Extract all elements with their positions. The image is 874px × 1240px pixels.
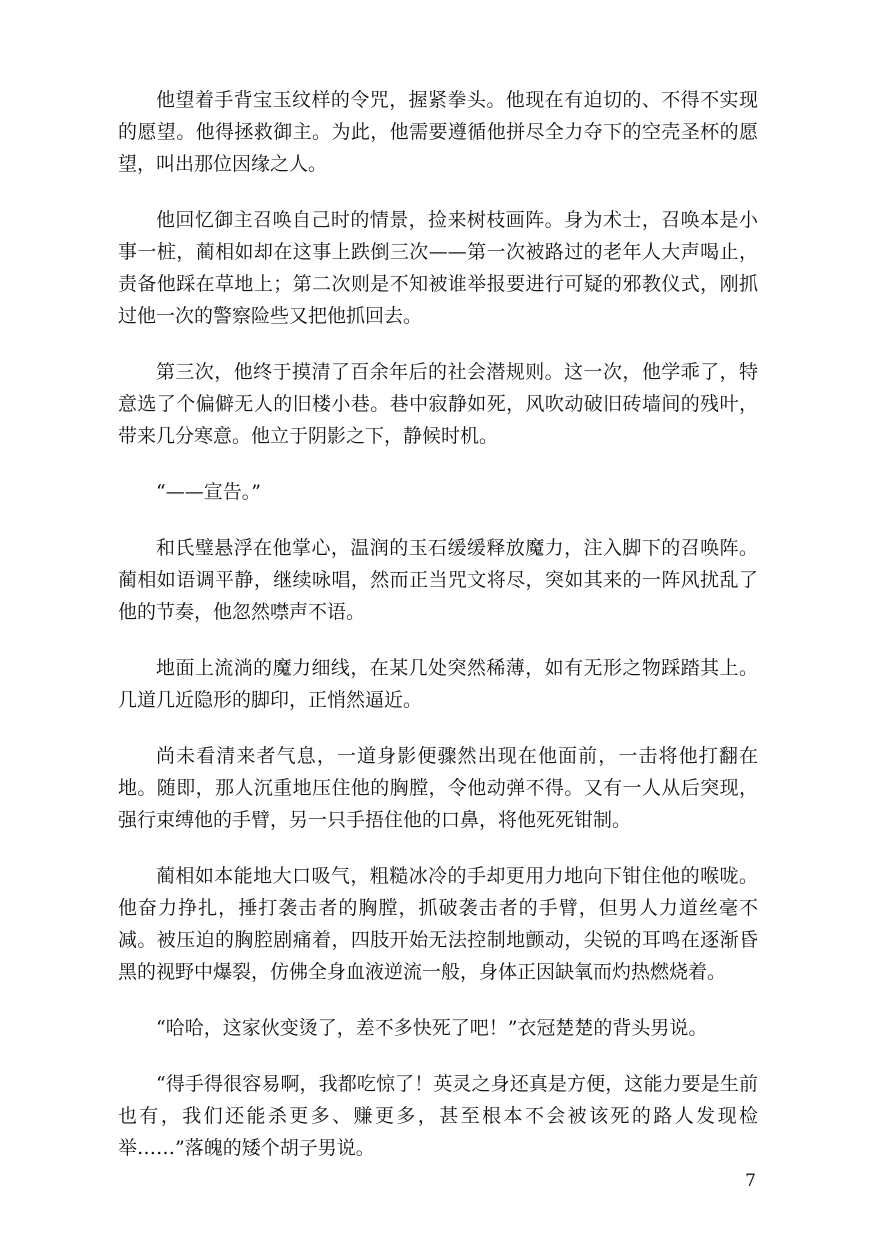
paragraph: 和氏璧悬浮在他掌心，温润的玉石缓缓释放魔力，注入脚下的召唤阵。蔺相如语调平静，继续咏唱，然而正当咒文将尽，突如其来的一阵风扰乱了他的节奏，他忽然噤声不语。 <box>118 537 758 623</box>
paragraph: 地面上流淌的魔力细线，在某几处突然稀薄，如有无形之物踩踏其上。几道几近隐形的脚印，正悄然逼近。 <box>118 657 758 711</box>
page-number: 7 <box>745 1171 756 1191</box>
paragraph: 蔺相如本能地大口吸气，粗糙冰冷的手却更用力地向下钳住他的喉咙。他奋力挣扎，捶打袭击者的胸膛，抓破袭击者的手臂，但男人力道丝毫不减。被压迫的胸腔剧痛着，四肢开始无法控制地颤动，尖锐的耳鸣在逐渐昏黑的视野中爆裂，仿佛全身血液逆流一般，身体正因缺氧而灼热燃烧着。 <box>118 865 758 983</box>
paragraph: 他回忆御主召唤自己时的情景，捡来树枝画阵。身为术士，召唤本是小事一桩，蔺相如却在这事上跌倒三次——第一次被路过的老年人大声喝止，责备他踩在草地上；第二次则是不知被谁举报要进行可疑的邪教仪式，刚抓过他一次的警察险些又把他抓回去。 <box>118 209 758 327</box>
paragraph: “——宣告。” <box>156 481 261 503</box>
paragraph: 尚未看清来者气息，一道身影便骤然出现在他面前，一击将他打翻在地。随即，那人沉重地压住他的胸膛，令他动弹不得。又有一人从后突现，强行束缚他的手臂，另一只手捂住他的口鼻，将他死死钳制。 <box>118 745 758 831</box>
paragraph: “得手得很容易啊，我都吃惊了！英灵之身还真是方便，这能力要是生前也有，我们还能杀更多、赚更多，甚至根本不会被该死的路人发现检举……”落魄的矮个胡子男说。 <box>118 1073 758 1159</box>
paragraph: 他望着手背宝玉纹样的令咒，握紧拳头。他现在有迫切的、不得不实现的愿望。他得拯救御主。为此，他需要遵循他拼尽全力夺下的空壳圣杯的愿望，叫出那位因缘之人。 <box>118 89 758 175</box>
body-text <box>118 84 758 1188</box>
paragraph: “哈哈，这家伙变烫了，差不多快死了吧！”衣冠楚楚的背头男说。 <box>156 1017 708 1039</box>
paragraph: 第三次，他终于摸清了百余年后的社会潜规则。这一次，他学乖了，特意选了个偏僻无人的旧楼小巷。巷中寂静如死，风吹动破旧砖墙间的残叶，带来几分寒意。他立于阴影之下，静候时机。 <box>118 361 758 447</box>
